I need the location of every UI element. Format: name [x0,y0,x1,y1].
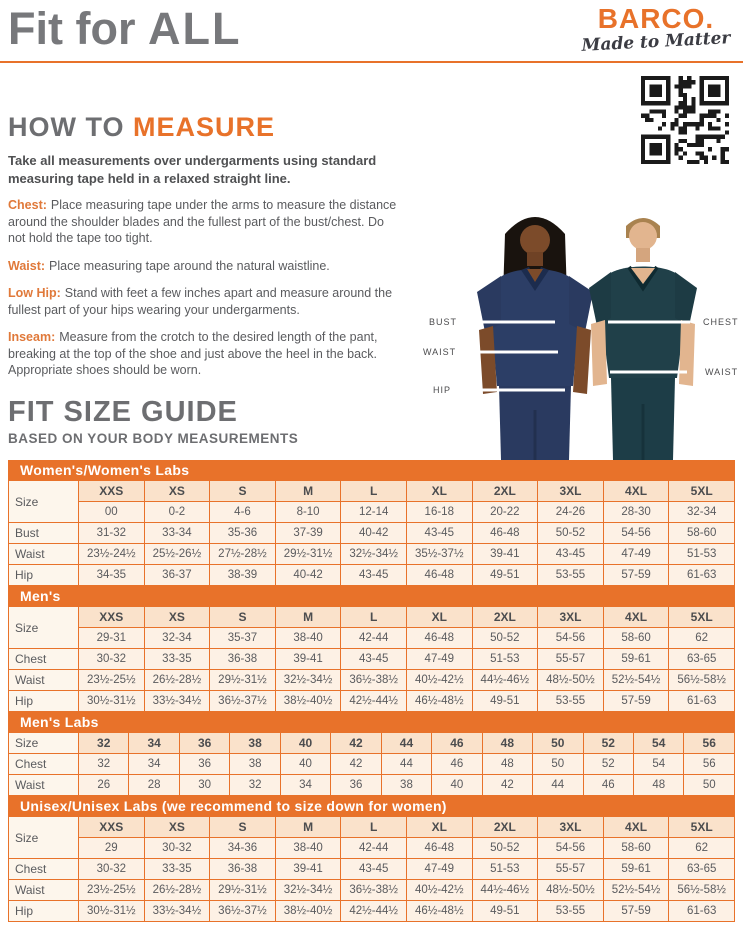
size-header-cell: 38 [230,733,280,754]
measurement-cell: 52½-54½ [603,880,669,901]
size-header-cell: XS [144,481,210,502]
measurement-cell: 32½-34½ [275,670,341,691]
measurement-cell: 33½-34½ [144,901,210,922]
measurement-cell: 46-48 [406,565,472,586]
numeric-size-cell: 30-32 [144,838,210,859]
measurement-cell: 37-39 [275,523,341,544]
measurement-cell: 34-35 [79,565,145,586]
measurement-cell: 23½-25½ [79,880,145,901]
measurement-cell: 48½-50½ [538,670,604,691]
measurement-cell: 33-34 [144,523,210,544]
table-banner: Men's Labs [8,712,735,732]
measurement-cell: 30½-31½ [79,691,145,712]
size-header-cell: XL [406,607,472,628]
measurement-cell: 46½-48½ [406,691,472,712]
measurement-cell: 54-56 [603,523,669,544]
numeric-size-cell: 0-2 [144,502,210,523]
size-header-cell: 5XL [669,607,735,628]
measurement-cell: 43-45 [341,649,407,670]
numeric-size-cell: 12-14 [341,502,407,523]
measurement-cell: 42½-44½ [341,691,407,712]
measurement-cell: 38 [230,754,280,775]
size-header-cell: 2XL [472,481,538,502]
measurement-cell: 36½-38½ [341,670,407,691]
size-header-cell: 4XL [603,607,669,628]
measurement-cell: 55-57 [538,859,604,880]
measurement-cell: 57-59 [603,565,669,586]
measurement-cell: 32½-34½ [341,544,407,565]
measurement-cell: 39-41 [275,859,341,880]
step-text: Stand with feet a few inches apart and measure around the fullest part of your hips wearing your undergarments. [8,286,393,317]
size-header-cell: 54 [633,733,683,754]
measurement-cell: 36½-37½ [210,901,276,922]
size-header-cell: L [341,817,407,838]
chest-label: CHEST [703,317,739,327]
unisex-size-table [8,816,735,922]
measure-step-inseam [8,329,402,379]
measurement-cell: 28 [129,775,179,796]
measurement-row-label: Chest [9,649,79,670]
measurement-row [9,901,735,922]
measurement-cell: 34 [280,775,330,796]
measurement-cell: 57-59 [603,691,669,712]
measurement-cell: 48 [482,754,532,775]
step-label: Chest: [8,198,47,213]
numeric-size-cell: 29 [79,838,145,859]
measurement-cell: 50 [684,775,735,796]
measurement-cell: 44½-46½ [472,670,538,691]
fit-size-guide-subtitle: BASED ON YOUR BODY MEASUREMENTS [8,431,299,446]
size-row-label: Size [9,733,79,754]
measurement-cell: 59-61 [603,859,669,880]
measurement-cell: 30 [179,775,229,796]
measurement-cell: 55-57 [538,649,604,670]
size-header-cell: 2XL [472,607,538,628]
measurement-cell: 40-42 [275,565,341,586]
size-header-cell: 5XL [669,817,735,838]
measurement-cell: 36½-37½ [210,691,276,712]
measurement-cell: 47-49 [406,649,472,670]
measurement-cell: 33½-34½ [144,691,210,712]
measurement-cell: 63-65 [669,859,735,880]
numeric-size-cell: 62 [669,838,735,859]
measurement-cell: 34 [129,754,179,775]
measurement-row [9,754,735,775]
measurement-row-label: Waist [9,544,79,565]
numeric-size-cell: 00 [79,502,145,523]
numeric-size-cell: 54-56 [538,838,604,859]
measurement-cell: 32 [79,754,129,775]
size-header-cell: M [275,817,341,838]
measurement-row [9,691,735,712]
table-banner: Men's [8,586,735,606]
measure-step-waist [8,258,402,275]
size-tables [8,460,735,922]
measurement-row [9,544,735,565]
header-divider [0,61,743,63]
size-header-cell: 46 [432,733,482,754]
measurement-cell: 49-51 [472,565,538,586]
size-header-cell: 4XL [603,817,669,838]
measurement-cell: 39-41 [472,544,538,565]
measurement-cell: 56½-58½ [669,880,735,901]
brand-block [581,3,731,56]
measurement-row-label: Chest [9,754,79,775]
measurement-cell: 46 [432,754,482,775]
size-header-cell: XXS [79,817,145,838]
table-banner: Women's/Women's Labs [8,460,735,480]
measurement-cell: 48 [633,775,683,796]
measurement-row [9,775,735,796]
how-to-title-gray: HOW TO [8,112,133,142]
measurement-cell: 29½-31½ [210,880,276,901]
size-header-cell: 36 [179,733,229,754]
measurement-row [9,523,735,544]
measurement-cell: 29½-31½ [275,544,341,565]
measurement-cell: 42 [482,775,532,796]
measurement-cell: 44 [381,754,431,775]
numeric-size-cell: 42-44 [341,628,407,649]
size-header-cell: 52 [583,733,633,754]
page-title-light: Fit for [8,3,148,54]
measurement-row-label: Hip [9,901,79,922]
measurement-row-label: Hip [9,691,79,712]
step-text: Place measuring tape around the natural waistline. [49,258,330,273]
numeric-size-cell: 50-52 [472,628,538,649]
step-label: Waist: [8,258,46,273]
table-banner: Unisex/Unisex Labs (we recommend to size down for women) [8,796,735,816]
step-label: Inseam: [8,330,56,345]
measurement-cell: 44 [533,775,583,796]
numeric-size-cell: 38-40 [275,838,341,859]
size-header-cell: 34 [129,733,179,754]
measurement-cell: 31-32 [79,523,145,544]
measurement-cell: 49-51 [472,691,538,712]
size-header-cell: XS [144,817,210,838]
numeric-size-cell: 28-30 [603,502,669,523]
measurement-cell: 36 [331,775,381,796]
waist-label-right: WAIST [705,367,739,377]
measurement-cell: 52½-54½ [603,670,669,691]
models-photo [415,196,743,460]
size-header-cell: 42 [331,733,381,754]
measurement-cell: 51-53 [472,859,538,880]
size-header-cell: XS [144,607,210,628]
measurement-cell: 38-39 [210,565,276,586]
measurement-cell: 38 [381,775,431,796]
measurement-cell: 47-49 [603,544,669,565]
measure-intro: Take all measurements over undergarments using standard measuring tape held in a relaxed straight line. [8,153,377,186]
measurement-cell: 54 [633,754,683,775]
measurement-row-label: Waist [9,775,79,796]
measurement-cell: 53-55 [538,565,604,586]
measurement-cell: 36-38 [210,859,276,880]
measurement-cell: 23½-25½ [79,670,145,691]
size-table-unisex [8,796,735,922]
measurement-cell: 39-41 [275,649,341,670]
measurement-cell: 35-36 [210,523,276,544]
measurement-cell: 40½-42½ [406,670,472,691]
measurement-cell: 43-45 [538,544,604,565]
measurement-cell: 23½-24½ [79,544,145,565]
measurement-cell: 38½-40½ [275,901,341,922]
size-header-cell: 5XL [669,481,735,502]
measurement-row-label: Waist [9,880,79,901]
measurement-cell: 47-49 [406,859,472,880]
numeric-size-cell: 34-36 [210,838,276,859]
numeric-size-cell: 24-26 [538,502,604,523]
measurement-cell: 50 [533,754,583,775]
size-header-cell: L [341,481,407,502]
size-header-cell: M [275,481,341,502]
measurement-cell: 59-61 [603,649,669,670]
bust-label: BUST [429,317,458,327]
size-header-cell: 3XL [538,817,604,838]
measurement-row [9,859,735,880]
measurement-cell: 56½-58½ [669,670,735,691]
measurement-cell: 26 [79,775,129,796]
size-header-cell: S [210,481,276,502]
measurement-cell: 32 [230,775,280,796]
size-header-cell: 3XL [538,607,604,628]
size-header-cell: 50 [533,733,583,754]
measurement-cell: 51-53 [472,649,538,670]
measurement-cell: 33-35 [144,859,210,880]
measurement-cell: 36 [179,754,229,775]
measurement-cell: 42 [331,754,381,775]
measurement-cell: 36½-38½ [341,880,407,901]
measurement-cell: 36-38 [210,649,276,670]
measurement-cell: 53-55 [538,691,604,712]
measurement-cell: 61-63 [669,691,735,712]
numeric-size-cell: 58-60 [603,628,669,649]
man-model [589,218,697,460]
size-header-cell: S [210,817,276,838]
size-header-cell: 48 [482,733,532,754]
how-to-title-orange: MEASURE [133,112,276,142]
measurement-cell: 26½-28½ [144,880,210,901]
womens-size-table [8,480,735,586]
measurement-cell: 40½-42½ [406,880,472,901]
woman-model [465,217,593,460]
measurement-row [9,649,735,670]
how-to-measure-section [8,112,402,390]
numeric-size-cell: 54-56 [538,628,604,649]
measurement-cell: 56 [684,754,735,775]
fit-size-guide-title: FIT SIZE GUIDE [8,396,238,428]
measurement-cell: 48½-50½ [538,880,604,901]
measurement-cell: 40 [280,754,330,775]
size-row-label: Size [9,481,79,523]
measurement-cell: 46-48 [472,523,538,544]
size-header-cell: L [341,607,407,628]
measurement-cell: 58-60 [669,523,735,544]
numeric-size-cell: 58-60 [603,838,669,859]
measurement-cell: 36-37 [144,565,210,586]
mens-labs-size-table [8,732,735,796]
size-header-cell: 4XL [603,481,669,502]
waist-label-left: WAIST [423,347,457,357]
numeric-size-cell: 50-52 [472,838,538,859]
how-to-measure-title [8,112,402,142]
mens-size-table [8,606,735,712]
numeric-size-cell: 4-6 [210,502,276,523]
size-header-cell: 3XL [538,481,604,502]
numeric-size-cell: 32-34 [669,502,735,523]
measurement-cell: 51-53 [669,544,735,565]
size-row-label: Size [9,817,79,859]
fit-size-guide-section [8,396,298,446]
measurement-cell: 43-45 [341,859,407,880]
measurement-cell: 30-32 [79,649,145,670]
size-table-mens [8,586,735,712]
step-text: Place measuring tape under the arms to measure the distance around the shoulder blades and the fullest part of the bust/chest. Do not hold the tape too tight. [8,198,397,246]
measurement-cell: 44½-46½ [472,880,538,901]
measurement-cell: 40 [432,775,482,796]
measurement-cell: 53-55 [538,901,604,922]
measurement-cell: 46½-48½ [406,901,472,922]
models-illustration [415,196,743,460]
size-table-mens-labs [8,712,735,796]
measurement-cell: 52 [583,754,633,775]
measurement-cell: 43-45 [341,565,407,586]
size-row-label: Size [9,607,79,649]
measurement-row-label: Chest [9,859,79,880]
measurement-cell: 32½-34½ [275,880,341,901]
measurement-cell: 49-51 [472,901,538,922]
numeric-size-cell: 32-34 [144,628,210,649]
numeric-size-cell: 35-37 [210,628,276,649]
size-header-cell: 2XL [472,817,538,838]
size-header-cell: XXS [79,481,145,502]
numeric-size-cell: 38-40 [275,628,341,649]
measurement-cell: 40-42 [341,523,407,544]
measurement-cell: 27½-28½ [210,544,276,565]
measurement-row [9,880,735,901]
measurement-cell: 25½-26½ [144,544,210,565]
measurement-cell: 26½-28½ [144,670,210,691]
size-header-cell: XL [406,817,472,838]
step-text: Measure from the crotch to the desired length of the pant, breaking at the top of the shoe and just above the heel in the back. Appropriate shoes should be worn. [8,330,378,378]
measurement-cell: 35½-37½ [406,544,472,565]
numeric-size-cell: 46-48 [406,838,472,859]
measurement-cell: 30½-31½ [79,901,145,922]
measurement-row-label: Bust [9,523,79,544]
size-header-cell: 56 [684,733,735,754]
brand-logo: BARCO. [597,3,715,34]
measurement-cell: 57-59 [603,901,669,922]
measurement-cell: 43-45 [406,523,472,544]
measurement-row-label: Waist [9,670,79,691]
numeric-size-cell: 62 [669,628,735,649]
size-header-cell: M [275,607,341,628]
measurement-row-label: Hip [9,565,79,586]
measurement-cell: 63-65 [669,649,735,670]
measurement-cell: 33-35 [144,649,210,670]
measurement-cell: 30-32 [79,859,145,880]
numeric-size-cell: 46-48 [406,628,472,649]
measurement-row [9,670,735,691]
page-title [8,0,241,58]
measurement-cell: 29½-31½ [210,670,276,691]
measurement-cell: 38½-40½ [275,691,341,712]
measure-step-lowhip [8,285,402,318]
hip-label: HIP [433,385,452,395]
numeric-size-cell: 20-22 [472,502,538,523]
size-header-cell: XL [406,481,472,502]
page-title-heavy: ALL [147,3,242,54]
step-label: Low Hip: [8,286,61,301]
size-header-cell: S [210,607,276,628]
measurement-cell: 50-52 [538,523,604,544]
numeric-size-cell: 42-44 [341,838,407,859]
brand-tagline: Made to Matter [581,28,731,56]
measurement-cell: 42½-44½ [341,901,407,922]
size-header-cell: XXS [79,607,145,628]
measurement-cell: 46 [583,775,633,796]
qr-code-icon [641,76,729,164]
measurement-cell: 61-63 [669,901,735,922]
measure-step-chest [8,197,402,247]
size-header-cell: 32 [79,733,129,754]
size-header-cell: 44 [381,733,431,754]
size-header-cell: 40 [280,733,330,754]
measurement-cell: 61-63 [669,565,735,586]
numeric-size-cell: 29-31 [79,628,145,649]
numeric-size-cell: 8-10 [275,502,341,523]
size-table-womens [8,460,735,586]
measurement-row [9,565,735,586]
numeric-size-cell: 16-18 [406,502,472,523]
